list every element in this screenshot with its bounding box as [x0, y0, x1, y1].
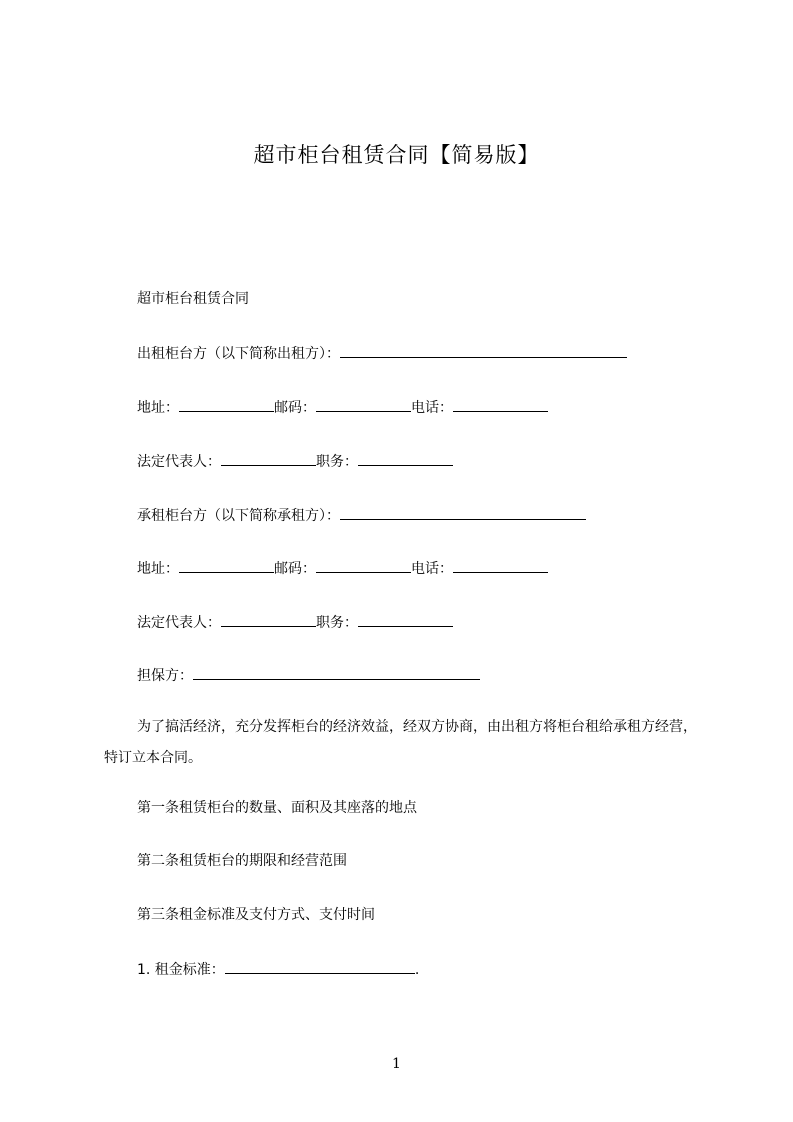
rent-label: 1. 租金标准： — [137, 962, 225, 978]
address-label: 地址： — [137, 561, 179, 577]
phone-blank — [453, 557, 548, 573]
intro-paragraph: 为了搞活经济，充分发挥柜台的经济效益，经双方协商，由出租方将柜台租给承租方经营，特订立本合同。 — [104, 719, 697, 766]
document-title: 超市柜台租赁合同【简易版】 — [253, 143, 540, 167]
phone-label: 电话： — [411, 561, 453, 577]
page-number: 1 — [392, 1056, 401, 1072]
lessor-label: 出租柜台方（以下简称出租方）： — [137, 346, 340, 362]
lessor-rep-line — [137, 450, 453, 473]
rep-blank — [221, 611, 316, 627]
phone-blank — [453, 396, 548, 412]
rep-label: 法定代表人： — [137, 615, 221, 631]
phone-label: 电话： — [411, 400, 453, 416]
contract-heading: 超市柜台租赁合同 — [137, 291, 249, 307]
position-blank — [358, 611, 453, 627]
postcode-blank — [316, 557, 411, 573]
address-label: 地址： — [137, 400, 179, 416]
rent-end: . — [414, 962, 420, 978]
lessee-rep-line — [137, 611, 453, 634]
lessor-address-line — [137, 396, 548, 419]
position-label: 职务： — [316, 615, 358, 631]
address-blank — [179, 396, 274, 412]
article-3: 第三条租金标准及支付方式、支付时间 — [137, 907, 375, 923]
lessor-blank — [340, 342, 627, 358]
article-2: 第二条租赁柜台的期限和经营范围 — [137, 853, 347, 869]
address-blank — [179, 557, 274, 573]
article-1: 第一条租赁柜台的数量、面积及其座落的地点 — [137, 800, 417, 816]
position-blank — [358, 450, 453, 466]
lessee-label: 承租柜台方（以下简称承租方）： — [137, 508, 340, 524]
postcode-blank — [316, 396, 411, 412]
lessee-line — [137, 504, 586, 527]
guarantor-line — [137, 664, 480, 687]
rep-label: 法定代表人： — [137, 454, 221, 470]
rent-standard-line — [137, 958, 419, 981]
lessor-line — [137, 342, 627, 365]
rep-blank — [221, 450, 316, 466]
guarantor-blank — [193, 664, 480, 680]
postcode-label: 邮码： — [274, 561, 316, 577]
postcode-label: 邮码： — [274, 400, 316, 416]
rent-blank — [225, 958, 415, 974]
lessee-address-line — [137, 557, 548, 580]
lessee-blank — [340, 504, 586, 520]
guarantor-label: 担保方： — [137, 668, 193, 684]
position-label: 职务： — [316, 454, 358, 470]
